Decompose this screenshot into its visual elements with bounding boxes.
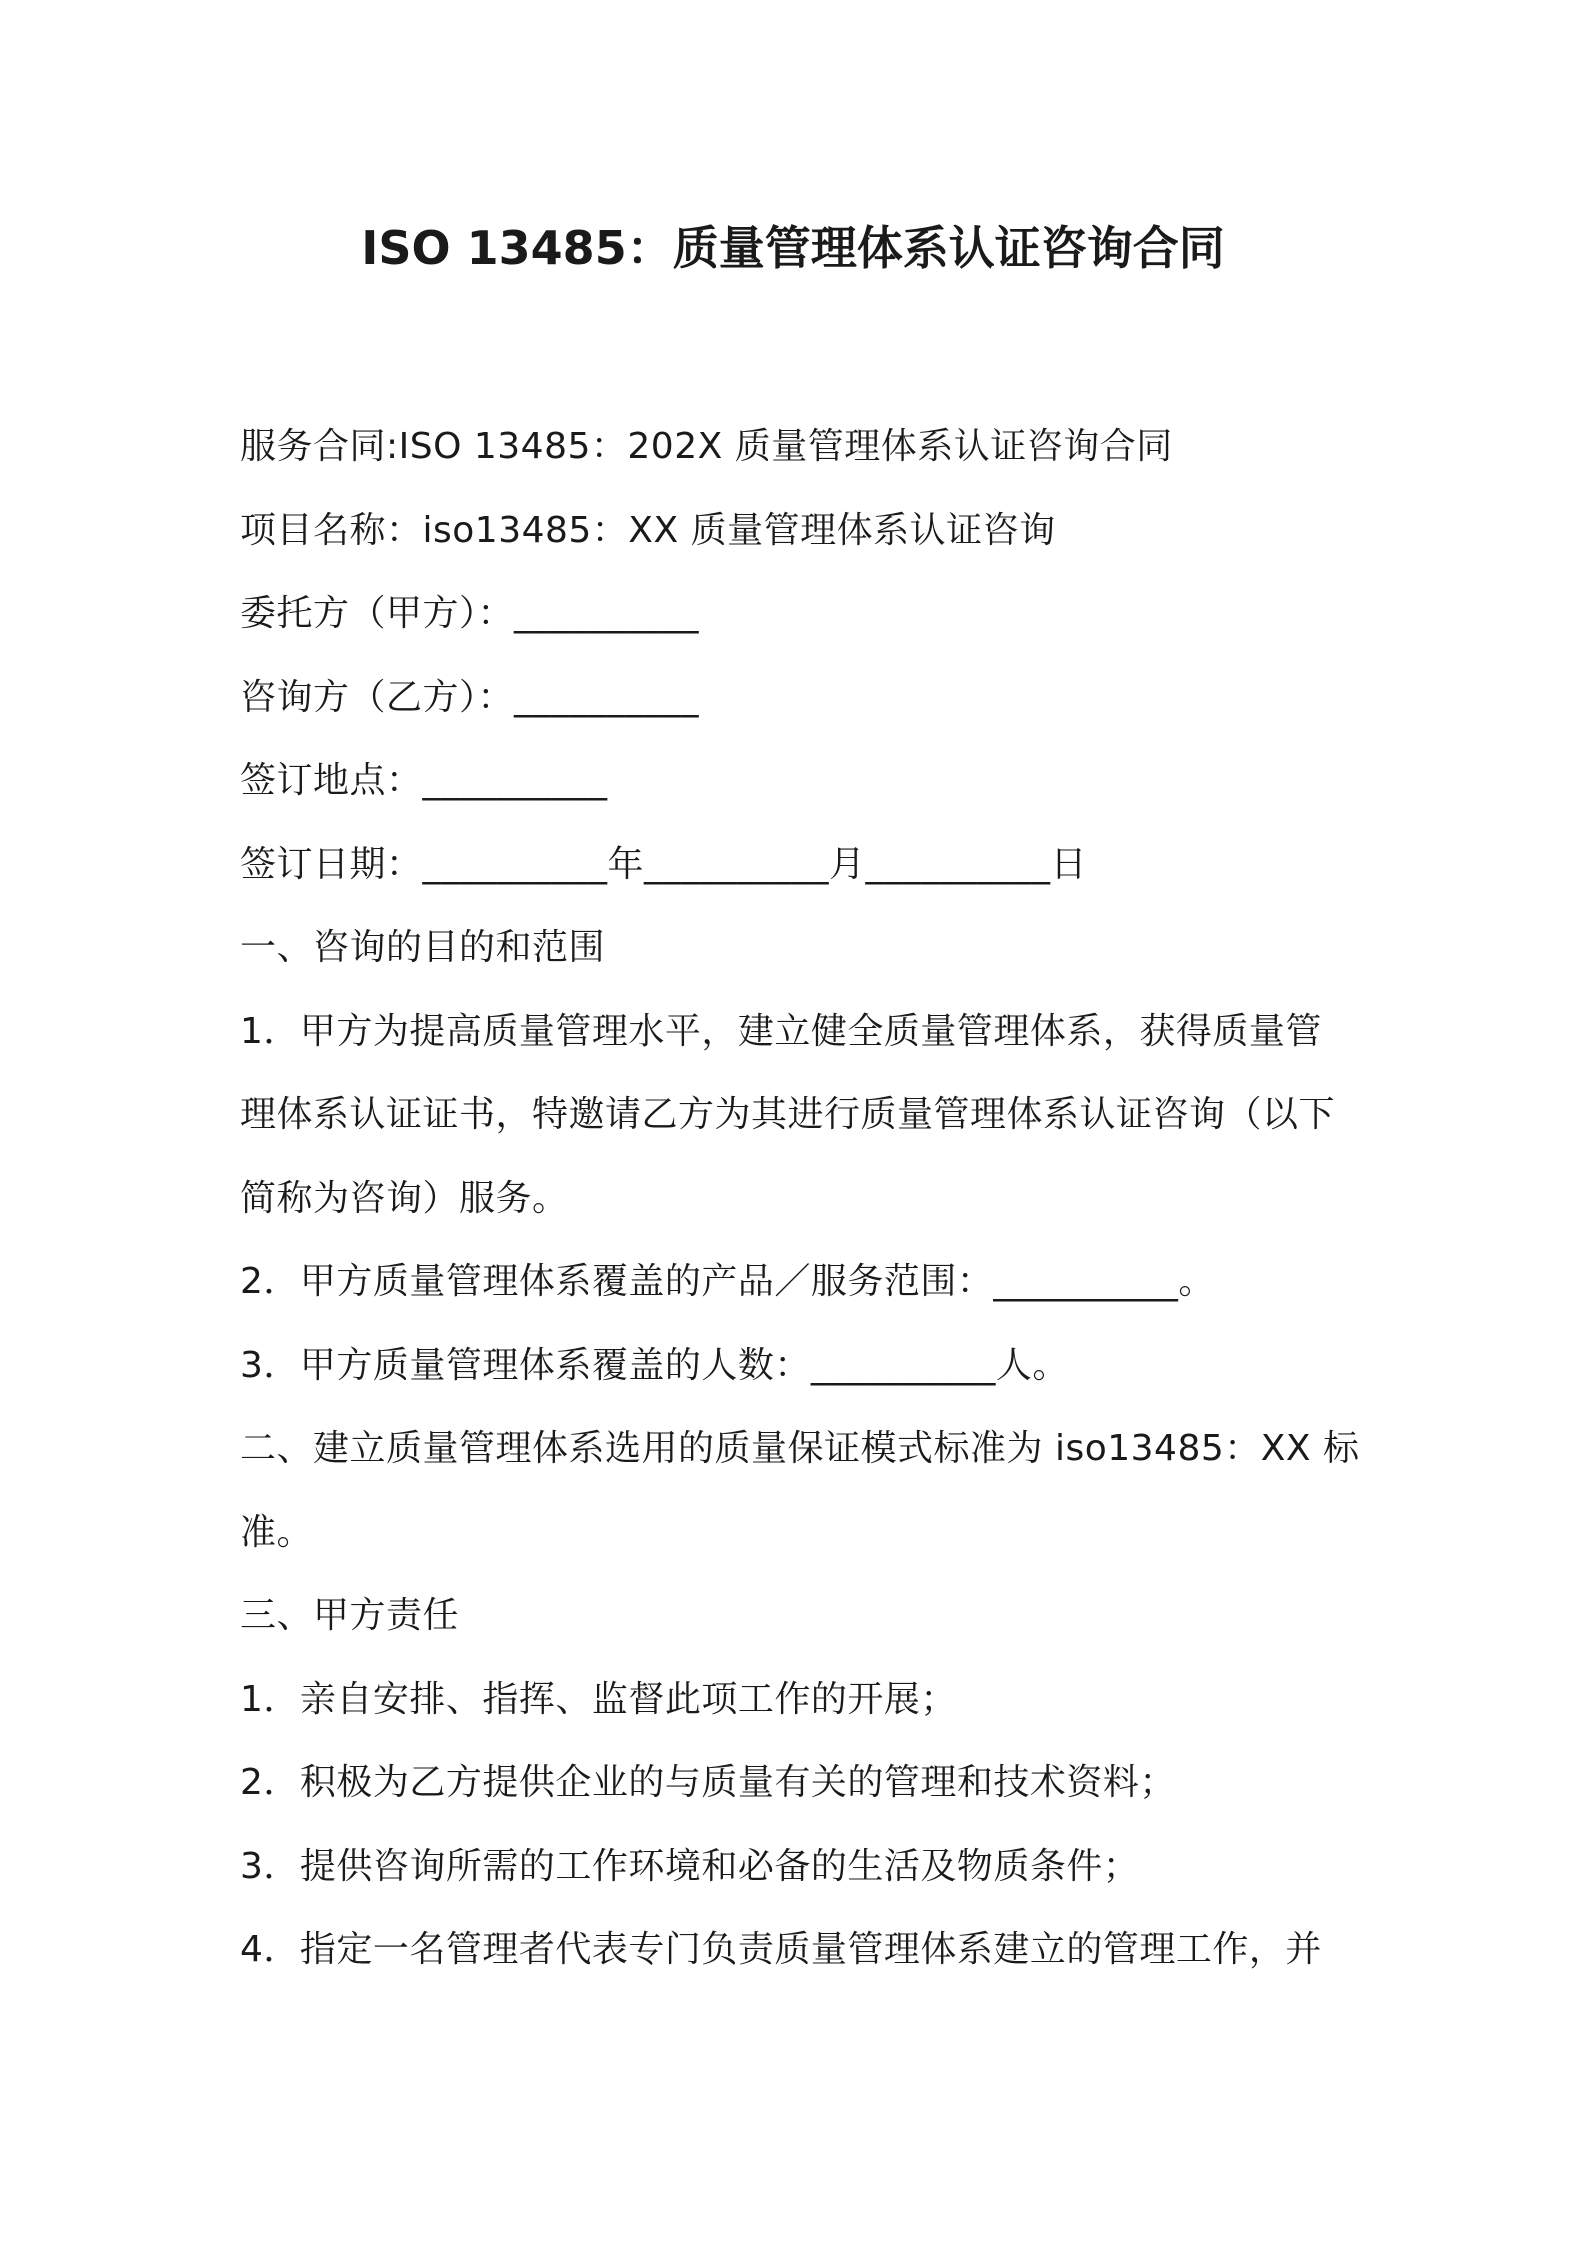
contract-body	[240, 405, 1360, 1992]
client-party-line: 委托方（甲方）：__________	[240, 593, 700, 634]
headcount-line: 3．甲方质量管理体系覆盖的人数：__________人。	[240, 1344, 1069, 1386]
paragraph-line: 理体系认证证书，特邀请乙方为其进行质量管理体系认证咨询（以下	[240, 1094, 1336, 1135]
paragraph-line: 简称为咨询）服务。	[240, 1177, 569, 1219]
section-heading-party-a-duties: 三、甲方责任	[240, 1595, 460, 1636]
signing-date-line: 签订日期：__________年__________月__________日	[240, 843, 1088, 885]
paragraph-line: 准。	[240, 1511, 314, 1553]
duty-item: 1．亲自安排、指挥、监督此项工作的开展；	[240, 1678, 957, 1720]
signing-place-line: 签订地点：__________	[240, 760, 608, 801]
service-contract-line: 服务合同:ISO 13485：202X 质量管理体系认证咨询合同	[240, 426, 1173, 467]
product-scope-line: 2．甲方质量管理体系覆盖的产品／服务范围：__________。	[240, 1261, 1215, 1302]
duty-item: 4．指定一名管理者代表专门负责质量管理体系建立的管理工作，并	[240, 1929, 1322, 1970]
section-heading-purpose-scope: 一、咨询的目的和范围	[240, 927, 606, 968]
duty-item: 3．提供咨询所需的工作环境和必备的生活及物质条件；	[240, 1845, 1140, 1887]
consultant-party-line: 咨询方（乙方）：__________	[240, 676, 700, 718]
duty-item: 2．积极为乙方提供企业的与质量有关的管理和技术资料；	[240, 1762, 1176, 1803]
section-heading-standard: 二、建立质量管理体系选用的质量保证模式标准为 iso13485：XX 标	[240, 1428, 1360, 1469]
paragraph-line: 1．甲方为提高质量管理水平，建立健全质量管理体系，获得质量管	[240, 1010, 1322, 1052]
document-title: ISO 13485：质量管理体系认证咨询合同	[361, 221, 1225, 275]
project-name-line: 项目名称：iso13485：XX 质量管理体系认证咨询	[240, 509, 1056, 551]
